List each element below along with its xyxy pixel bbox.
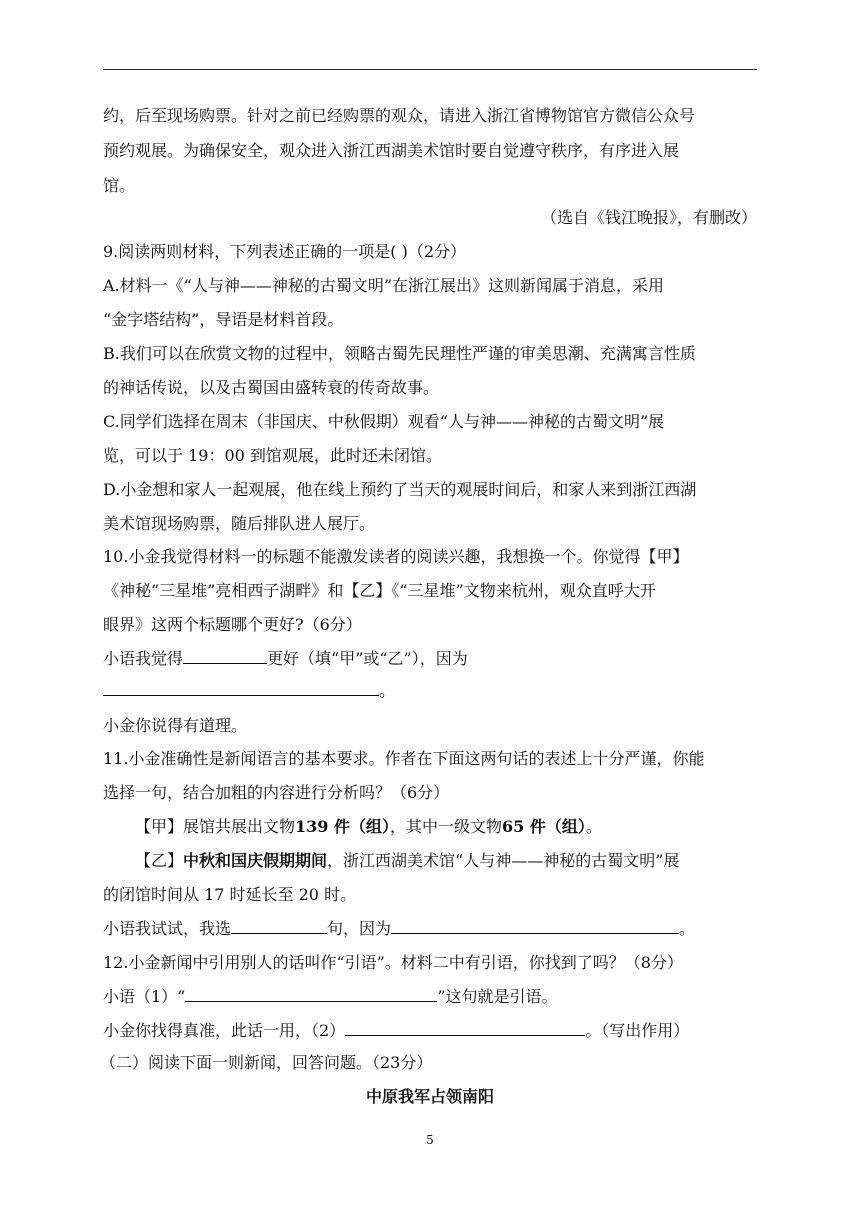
answer-line: 小语我试试，我选 句，因为 。 <box>103 919 696 938</box>
answer-line: 小语我觉得 更好（填“甲”或“乙”），因为 <box>103 649 468 668</box>
question-10-line: 《神秘“三星堆”亮相西子湖畔》和【乙】《“三星堆”文物来杭州，观众直呼大开 <box>103 581 656 600</box>
answer-blank[interactable] <box>103 681 379 696</box>
question-12-line: 12.小金新闻中引用别人的话叫作“引语”。材料二中有引语，你找到了吗？（8分） <box>103 953 683 972</box>
header-rule <box>103 69 757 70</box>
option-b-line: B.我们可以在欣赏文物的过程中，领略古蜀先民理性严谨的审美思潮、充满寓言性质 <box>103 344 696 363</box>
answer-line: 小金你找得真准，此话一用，（2） 。（写出作用） <box>103 1021 690 1040</box>
source-citation: （选自《钱江晚报》，有删改） <box>540 208 757 227</box>
answer-blank[interactable] <box>231 919 327 934</box>
option-c-line: C.同学们选择在周末（非国庆、中秋假期）观看“人与神——神秘的古蜀文明”展 <box>103 412 665 431</box>
answer-blank[interactable] <box>183 649 267 664</box>
question-10-line: 眼界》这两个标题哪个更好?（6分） <box>103 615 362 634</box>
option-d-line: D.小金想和家人一起观展，他在线上预约了当天的观展时间后，和家人来到浙江西湖 <box>103 480 697 499</box>
paragraph-line: 预约观展。为确保安全，观众进入浙江西湖美术馆时要自觉遵守秩序，有序进入展 <box>103 141 680 160</box>
question-10-line: 10.小金我觉得材料一的标题不能激发读者的阅读兴趣，我想换一个。你觉得【甲】 <box>103 547 689 566</box>
option-b-line: 的神话传说，以及古蜀国由盛转衰的传奇故事。 <box>103 378 440 397</box>
answer-line: 小语（1）“ ”这句就是引语。 <box>103 987 558 1006</box>
option-d-line: 美术馆现场购票，随后排队进人展厅。 <box>103 514 376 533</box>
answer-blank[interactable] <box>345 1021 585 1036</box>
dialogue-line: 小金你说得有道理。 <box>103 716 248 735</box>
question-11-line: 11.小金准确性是新闻语言的基本要求。作者在下面这两句话的表述上十分严谨，你能 <box>103 749 705 768</box>
page-number: 5 <box>426 1133 434 1147</box>
sentence-yi-cont: 的闭馆时间从 17 时延长至 20 时。 <box>103 885 357 904</box>
sentence-yi: 【乙】中秋和国庆假期期间，浙江西湖美术馆“人与神——神秘的古蜀文明”展 <box>135 851 680 870</box>
question-9-stem: 9.阅读两则材料，下列表述正确的一项是( )（2分） <box>103 242 467 261</box>
option-a-line: “金字塔结构”，导语是材料首段。 <box>103 310 344 329</box>
sentence-jia: 【甲】展馆共展出文物139 件（组），其中一级文物65 件（组）。 <box>135 817 602 836</box>
section-heading: （二）阅读下面一则新闻，回答问题。（23分） <box>100 1053 433 1072</box>
option-c-line: 览，可以于 19：00 到馆观展，此时还未闭馆。 <box>103 446 442 465</box>
news-title: 中原我军占领南阳 <box>365 1087 494 1106</box>
answer-blank[interactable] <box>185 987 437 1002</box>
question-11-line: 选择一句，结合加粗的内容进行分析吗？（6分） <box>103 783 450 802</box>
answer-line: 。 <box>103 681 757 701</box>
option-a-line: A.材料一《“人与神——神秘的古蜀文明”在浙江展出》这则新闻属于消息，采用 <box>103 276 665 295</box>
answer-blank[interactable] <box>391 919 679 934</box>
paragraph-line: 约，后至现场购票。针对之前已经购票的观众，请进入浙江省博物馆官方微信公众号 <box>103 106 696 125</box>
paragraph-line: 馆。 <box>103 176 136 195</box>
